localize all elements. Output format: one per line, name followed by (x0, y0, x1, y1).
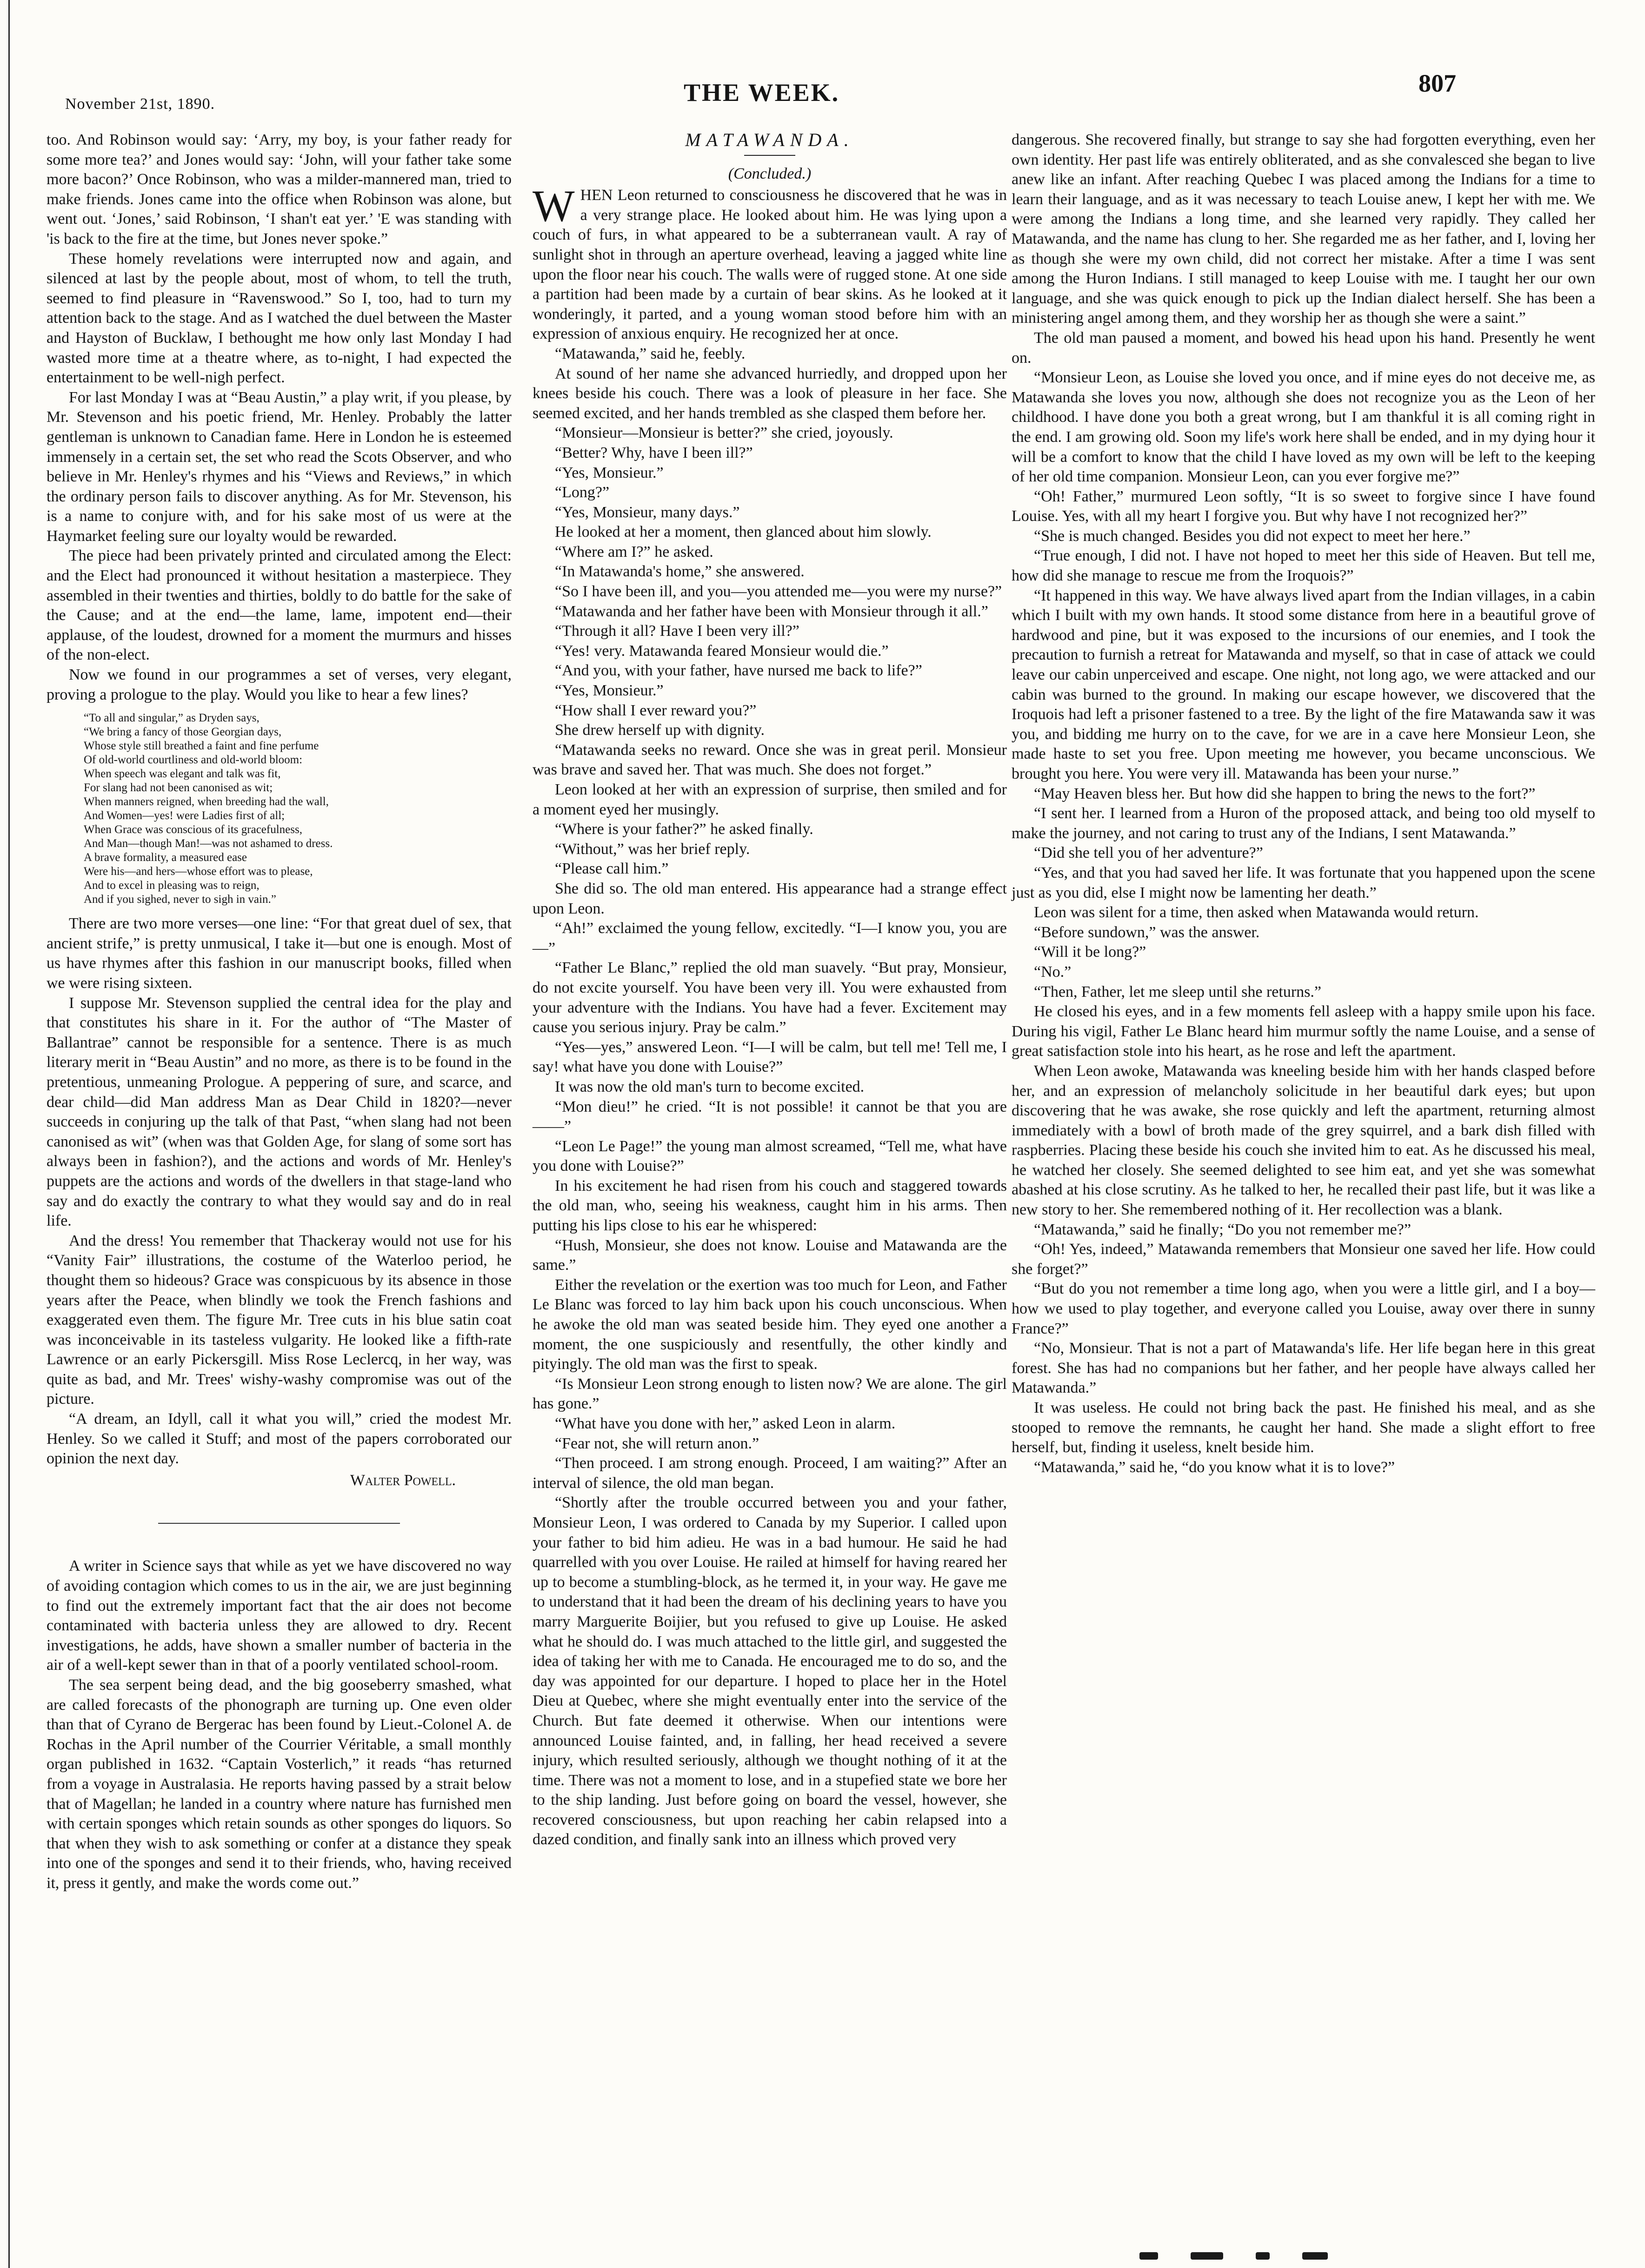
paragraph: “Matawanda,” said he, “do you know what it is to love?” (1034, 1458, 1395, 1476)
poem-line: And Women—yes! were Ladies first of all; (84, 809, 285, 822)
drop-cap: W (533, 181, 575, 231)
prologue-poem (84, 711, 512, 907)
paragraph: “Fear not, she will return anon.” (555, 1434, 759, 1452)
poem-line: And Man—though Man!—was not ashamed to dress. (84, 837, 333, 850)
paragraph: There are two more verses—one line: “For that great duel of sex, that ancient strife,” is pretty unmusical, I take it—but one is enough. Most of us have rhymes after this fashion in our manuscript books, filled when we were rising sixteen. (47, 915, 512, 992)
paragraph: “It happened in this way. We have always lived apart from the Indian villages, in a cabin which I built with my own hands. It stood some distance from here in a beautiful grove of hardwood and pine, but it was exposed to the incursions of our enemies, and I took the precaution to furnish a retreat for Matawanda and myself, so that in case of attack we could leave our cabin unperceived and escape. One night, not long ago, we were attacked and our cabin was burned to the ground. In making our escape however, we discovered that the Iroquois had left a prisoner fastened to a tree. By the light of the fire Matawanda saw it was you, and bidding me hurry on to the cave, for we are in a cave here Monsieur Leon, she made haste to set you free. Upon meeting me however, you became unconscious. We brought you here. You were very ill. Matawanda has been your nurse.” (1012, 587, 1595, 782)
paragraph: “Ah!” exclaimed the young fellow, excitedly. “I—I know you, you are—” (533, 920, 1007, 957)
paragraph: “Through it all? Have I been very ill?” (555, 622, 799, 640)
author-signature: Walter Powell. (350, 1471, 456, 1489)
paragraph: “Please call him.” (555, 860, 669, 878)
paragraph: For last Monday I was at “Beau Austin,” a play writ, if you please, by Mr. Stevenson and his poetic friend, Mr. Henley. Probably the latter gentleman is unknown to Canadian fame. Here in London he is esteemed immensely in a certain set, the set who read the Scots Observer, and who believe in Mr. Henley's rhymes and his “Views and Reviews,” in which the ordinary person fails to discover anything. As for Mr. Stevenson, his is a name to conjure with, and for his sake most of us were at the Haymarket feeling sure our loyalty would be rewarded. (47, 388, 512, 545)
print-artifact (1256, 2252, 1270, 2260)
paragraph: “May Heaven bless her. But how did she happen to bring the news to the fort?” (1034, 785, 1536, 802)
poem-line: When speech was elegant and talk was fit, (84, 767, 281, 780)
issue-date: November 21st, 1890. (65, 95, 215, 113)
paragraph: “Is Monsieur Leon strong enough to listen now? We are alone. The girl has gone.” (533, 1375, 1007, 1413)
poem-line: Whose style still breathed a faint and fine perfume (84, 740, 319, 753)
poem-line: And to excel in pleasing was to reign, (84, 879, 260, 892)
paragraph: “Hush, Monsieur, she does not know. Louise and Matawanda are the same.” (533, 1236, 1007, 1274)
paragraph: The old man paused a moment, and bowed his head upon his hand. Presently he went on. (1012, 329, 1595, 367)
paragraph: The piece had been privately printed and circulated among the Elect: and the Elect had pronounced it without hesitation a masterpiece. They assembled in their twenties and thirties, boldly to do battle for the sake of the Cause; and at the end—the lame, lame, impotent end—their applause, of the loudest, drowned for a moment the murmurs and hisses of the non-elect. (47, 547, 512, 664)
story-title: MATAWANDA. (685, 129, 854, 150)
paragraph: “Yes, Monsieur.” (555, 464, 664, 481)
poem-line: “We bring a fancy of those Georgian days, (84, 726, 282, 739)
column-left (47, 130, 512, 1894)
column-middle (533, 130, 1007, 1850)
paragraph: “What have you done with her,” asked Leon in alarm. (555, 1415, 896, 1432)
paragraph: too. And Robinson would say: ‘Arry, my boy, is your father ready for some more tea?’ and Jones would say: ‘John, will your father take some more bacon?’ Once Robinson, who was a milder-mannered man, tried to make friends. Jones came into the office when Robinson was alone, but went out. ‘Jones,’ said Robinson, ‘I shan't eat yer.’ 'E was standing with 'is back to the fire at the time, but Jones never spoke.” (47, 131, 512, 247)
paragraph: “Oh! Father,” murmured Leon softly, “It is so sweet to forgive since I have found Louise. Yes, with all my heart I forgive you. But why have I not recognized her?” (1012, 487, 1595, 525)
paragraph: “So I have been ill, and you—you attended me—you were my nurse?” (555, 583, 1002, 600)
poem-line: For slang had not been canonised as wit; (84, 781, 273, 794)
note-paragraph: The sea serpent being dead, and the big gooseberry smashed, what are called forecasts of the phonograph are turning up. One even older than that of Cyrano de Bergerac has been found by Lieut.-Colonel A. de Rochas in the April number of the Courrier Véritable, a small monthly organ published in 1632. “Captain Vosterlich,” it reads “has returned from a voyage in Australasia. He reports having passed by a strait below that of Magellan; he landed in a country where nature has furnished men with certain sponges which retain sounds as other sponges do liquors. So that when they wish to ask something or confer at a distance they speak into one of the sponges and send it to their friends, who, having received it, press it gently, and make the words come out.” (47, 1676, 512, 1892)
poem-line: When manners reigned, when breeding had the wall, (84, 795, 329, 808)
paragraph: “Then proceed. I am strong enough. Proceed, I am waiting?” After an interval of silence, the old man began. (533, 1454, 1007, 1492)
paragraph: “Where am I?” he asked. (555, 543, 713, 560)
paragraph: “Will it be long?” (1034, 943, 1146, 961)
poem-line: A brave formality, a measured ease (84, 851, 247, 864)
paragraph: “How shall I ever reward you?” (555, 701, 757, 719)
newspaper-title: THE WEEK. (684, 79, 840, 107)
paragraph: “Better? Why, have I been ill?” (555, 444, 753, 461)
paragraph: “Before sundown,” was the answer. (1034, 923, 1260, 941)
paragraph: “I sent her. I learned from a Huron of the proposed attack, and being too old myself to make the journey, and not caring to trust any of the Indians, I sent Matawanda.” (1012, 805, 1595, 842)
paragraph: “Yes—yes,” answered Leon. “I—I will be calm, but tell me! Tell me, I say! what have you done with Louise?” (533, 1038, 1007, 1076)
paragraph: dangerous. She recovered finally, but strange to say she had forgotten everything, even her own identity. Her past life was entirely obliterated, and as she convalesced she began to live anew like an infant. After reaching Quebec I was placed among the Indians for a time to learn their language, and as it was necessary to teach Louise anew, I kept her with me. We were among the Indians a long time, and she learned very rapidly. They called her Matawanda, and the name has clung to her. She regarded me as her father, and I, loving her as though she were my own child, did not correct her mistake. After a time I was sent among the Huron Indians. I still managed to keep Louise with me. I taught her our own language, and she was quick enough to pick up the Indian dialect herself. She has been a ministering angel among them, and they worship her as though she were a saint.” (1012, 131, 1595, 327)
paragraph: “Monsieur—Monsieur is better?” she cried, joyously. (555, 424, 893, 442)
paragraph: She did so. The old man entered. His appearance had a strange effect upon Leon. (533, 880, 1007, 917)
print-artifact (1191, 2252, 1223, 2260)
print-artifact (1302, 2252, 1328, 2260)
paragraph: “And you, with your father, have nursed me back to life?” (555, 662, 922, 680)
paragraph: When Leon awoke, Matawanda was kneeling beside him with her hands clasped before her, and an expression of melancholy solicitude in her beautiful dark eyes; but upon discovering that he was awake, she rose quickly and left the apartment, returning almost immediately with a bowl of broth made of the grey squirrel, and a bark dish filled with raspberries. Placing these beside his couch she invited him to eat. As he discussed his meal, he watched her closely. She seemed delighted to see him eat, and yet she was somewhat abashed at his close scrutiny. As he talked to her, he recalled their past life, but it was like a new story to her. She remembered nothing of it. Her recollection was a blank. (1012, 1062, 1595, 1219)
paragraph: “Yes, and that you had saved her life. It was fortunate that you happened upon the scene just as you did, else I might now be lamenting her death.” (1012, 864, 1595, 901)
poem-line: And if you sighed, never to sigh in vain.” (84, 893, 276, 906)
paragraph: “Leon Le Page!” the young man almost screamed, “Tell me, what have you done with Louise?” (533, 1137, 1007, 1175)
paragraph: “In Matawanda's home,” she answered. (555, 563, 805, 580)
paragraph: “True enough, I did not. I have not hoped to meet her this side of Heaven. But tell me, how did she manage to rescue me from the Iroquois?” (1012, 547, 1595, 585)
paragraph: “Yes! very. Matawanda feared Monsieur would die.” (555, 642, 889, 660)
paragraph: “Matawanda seeks no reward. Once she was in great peril. Monsieur was brave and saved her. That was much. She does not forget.” (533, 741, 1007, 779)
paragraph: Now we found in our programmes a set of verses, very elegant, proving a prologue to the play. Would you like to hear a few lines? (47, 666, 512, 703)
paragraph: “Matawanda and her father have been with Monsieur through it all.” (555, 602, 988, 620)
paragraph: These homely revelations were interrupted now and again, and silenced at last by the people about, most of whom, to tell the truth, seemed to find pleasure in “Ravenswood.” So I, too, had to turn my attention back to the stage. And as I watched the duel between the Master and Hayston of Bucklaw, I bethought me how only last Monday I had wasted more time at a theatre where, as to-night, I had expected the entertainment to be well-nigh perfect. (47, 250, 512, 387)
paragraph: Leon was silent for a time, then asked when Matawanda would return. (1034, 904, 1479, 921)
poem-line: When Grace was conscious of its gracefulness, (84, 823, 302, 836)
paragraph: “She is much changed. Besides you did not expect to meet her here.” (1034, 527, 1471, 545)
paragraph: It was now the old man's turn to become excited. (555, 1078, 865, 1095)
section-divider (158, 1523, 400, 1524)
title-rule (744, 155, 795, 156)
column-right (1012, 130, 1595, 1477)
poem-line: “To all and singular,” as Dryden says, (84, 712, 260, 725)
paragraph: “Shortly after the trouble occurred between you and your father, Monsieur Leon, I was ordered to Canada by my Superior. I called upon your father to bid him adieu. He was in a bad humour. He said he had quarrelled with you over Louise. He railed at himself for having reared her up to become a stumbling-block, as he termed it, in your way. He gave me to understand that it had been the dream of his declining years to have you marry Marguerite Boijier, but you refused to give up Louise. He asked what he should do. I was much attached to the little girl, and suggested the idea of taking her with me to Canada. He encouraged me to do so, and the day was appointed for our departure. I hoped to place her in the Hotel Dieu at Quebec, where she might eventually enter into the service of the Church. But fate deemed it otherwise. When our intentions were announced Louise fainted, and, in falling, her head received a severe injury, which resulted seriously, although we thought nothing of it at the time. There was not a moment to lose, and in a stupefied state we bore her to the ship landing. Just before going on board the vessel, however, she recovered consciousness, but upon reaching her cabin relapsed into a dazed condition, and finally sank into an illness which proved very (533, 1494, 1007, 1848)
paragraph: “Where is your father?” he asked finally. (555, 820, 813, 838)
page-number: 807 (1419, 69, 1456, 97)
story-subtitle: (Concluded.) (728, 165, 812, 182)
paragraph: I suppose Mr. Stevenson supplied the central idea for the play and that constitutes his share in it. For the author of “The Master of Ballantrae” cannot be responsible for a sentence. There is as much literary merit in “Beau Austin” and no more, as there is to be found in the pretentious, unmeaning Prologue. A peppering of sure, and scarce, and dear child—did Man address Man as Dear Child in 1820?—never succeeds in conjuring up the talk of that Past, “when slang had not been canonised as wit” (when was that Golden Age, for slang of some sort has always been in fashion?), and the actions and words of Mr. Henley's puppets are the actions and words of the dwellers in that stage-land who say and do exactly the contrary to what they would say and do in real life. (47, 994, 512, 1230)
paragraph: He closed his eyes, and in a few moments fell asleep with a happy smile upon his face. During his vigil, Father Le Blanc heard him murmur softly the name Louise, and a sense of great satisfaction stole into his heart, as he rose and left the apartment. (1012, 1003, 1595, 1060)
paragraph: “No, Monsieur. That is not a part of Matawanda's life. Her life began here in this great forest. She has had no companions but her father, and her people have always called her Matawanda.” (1012, 1340, 1595, 1397)
paragraph: In his excitement he had risen from his couch and staggered towards the old man, who, seeing his weakness, caught him in his arms. Then putting his lips close to his ear he whispered: (533, 1177, 1007, 1234)
paragraph: At sound of her name she advanced hurriedly, and dropped upon her knees beside his couch. There was a look of pleasure in her face. She seemed excited, and her hands trembled as she clasped them before her. (533, 365, 1007, 422)
paragraph: “Did she tell you of her adventure?” (1034, 844, 1263, 862)
paragraph: It was useless. He could not bring back the past. He finished his meal, and as she stooped to remove the remnants, he caught her hand. She made a slight effort to free herself, but, finding it useless, knelt beside him. (1012, 1399, 1595, 1456)
paragraph: “But do you not remember a time long ago, when you were a little girl, and I a boy—how we used to play together, and everyone called you Louise, away over there in sunny France?” (1012, 1280, 1595, 1337)
paragraph: He looked at her a moment, then glanced about him slowly. (555, 523, 932, 541)
paragraph: “Yes, Monsieur, many days.” (555, 503, 740, 521)
paragraph: “Monsieur Leon, as Louise she loved you once, and if mine eyes do not deceive me, as Matawanda she loves you now, although she does not recognize you as the Leon of her childhood. I have done you both a great wrong, but I am thankful it is all coming right in the end. I am growing old. Soon my life's work here shall be ended, and in my dying hour it will be a comfort to know that the child I have loved as my own will be left to the keeping of her old time companion. Monsieur Leon, can you ever forgive me?” (1012, 369, 1595, 486)
paragraph: “Oh! Yes, indeed,” Matawanda remembers that Monsieur one saved her life. How could she forget?” (1012, 1241, 1595, 1278)
paragraph: Either the revelation or the exertion was too much for Leon, and Father Le Blanc was forced to lay him back upon his couch unconscious. When he awoke the old man was seated beside him. They eyed one another a moment, the one suspiciously and resentfully, the other kindly and pityingly. The old man was the first to speak. (533, 1276, 1007, 1373)
poem-line: Of old-world courtliness and old-world bloom: (84, 754, 303, 767)
paragraph: Leon looked at her with an expression of surprise, then smiled and for a moment eyed her musingly. (533, 781, 1007, 818)
poem-line: Were his—and hers—whose effort was to please, (84, 865, 313, 878)
paragraph: “Matawanda,” said he, feebly. (555, 345, 746, 362)
paragraph: She drew herself up with dignity. (555, 721, 765, 739)
paragraph: “Matawanda,” said he finally; “Do you not remember me?” (1034, 1221, 1411, 1238)
opening-text: HEN Leon returned to consciousness he discovered that he was in a very strange place. He looked about him. He was lying upon a couch of furs, in what appeared to be a subterranean vault. A ray of sunlight shot in through an aperture overhead, leaving a jagged white line upon the floor near his couch. The walls were of rugged stone. At one side a partition had been made by a curtain of bear skins. As he looked at it wonderingly, it parted, and a young woman stood before him with an expression of anxious enquiry. He recognized her at once. (533, 187, 1007, 343)
paragraph: “Father Le Blanc,” replied the old man suavely. “But pray, Monsieur, do not excite yourself. You have been very ill. You were exhausted from your adventure with the Indians. You have had a fever. Excitement may cause you serious injury. Pray be calm.” (533, 959, 1007, 1036)
paragraph: “Without,” was her brief reply. (555, 840, 750, 858)
paragraph: And the dress! You remember that Thackeray would not use for his “Vanity Fair” illustrations, the costume of the Waterloo period, he thought them so hideous? Grace was conspicuous by its absence in those years after the Peace, when blindly we took the French fashions and exaggerated even them. The figure Mr. Tree cuts in his blue satin coat was inconceivable in its tasteless vulgarity. He looked like a fifth-rate Lawrence or an early Pickersgill. Miss Rose Leclercq, in her way, was quite as bad, and Mr. Trees' wishy-washy compromise was out of the picture. (47, 1232, 512, 1408)
paragraph: “Mon dieu!” he cried. “It is not possible! it cannot be that you are——” (533, 1098, 1007, 1135)
opening-paragraph (533, 181, 1007, 344)
page-edge-line (8, 0, 10, 2268)
paragraph: “Long?” (555, 484, 610, 501)
note-paragraph: A writer in Science says that while as yet we have discovered no way of avoiding contagion which comes to us in the air, we are just beginning to find out the extremely important fact that the air does not become contaminated with bacteria unless they are allowed to dry. Recent investigations, he adds, have shown a smaller number of bacteria in the air of a well-kept sewer than in that of a poorly ventilated school-room. (47, 1557, 512, 1674)
paragraph: “A dream, an Idyll, call it what you will,” cried the modest Mr. Henley. So we called it Stuff; and most of the papers corroborated our opinion the next day. (47, 1410, 512, 1468)
print-artifact (1139, 2252, 1158, 2260)
paragraph: “No.” (1034, 963, 1072, 981)
paragraph: “Then, Father, let me sleep until she returns.” (1034, 983, 1321, 1001)
paragraph: “Yes, Monsieur.” (555, 682, 664, 700)
